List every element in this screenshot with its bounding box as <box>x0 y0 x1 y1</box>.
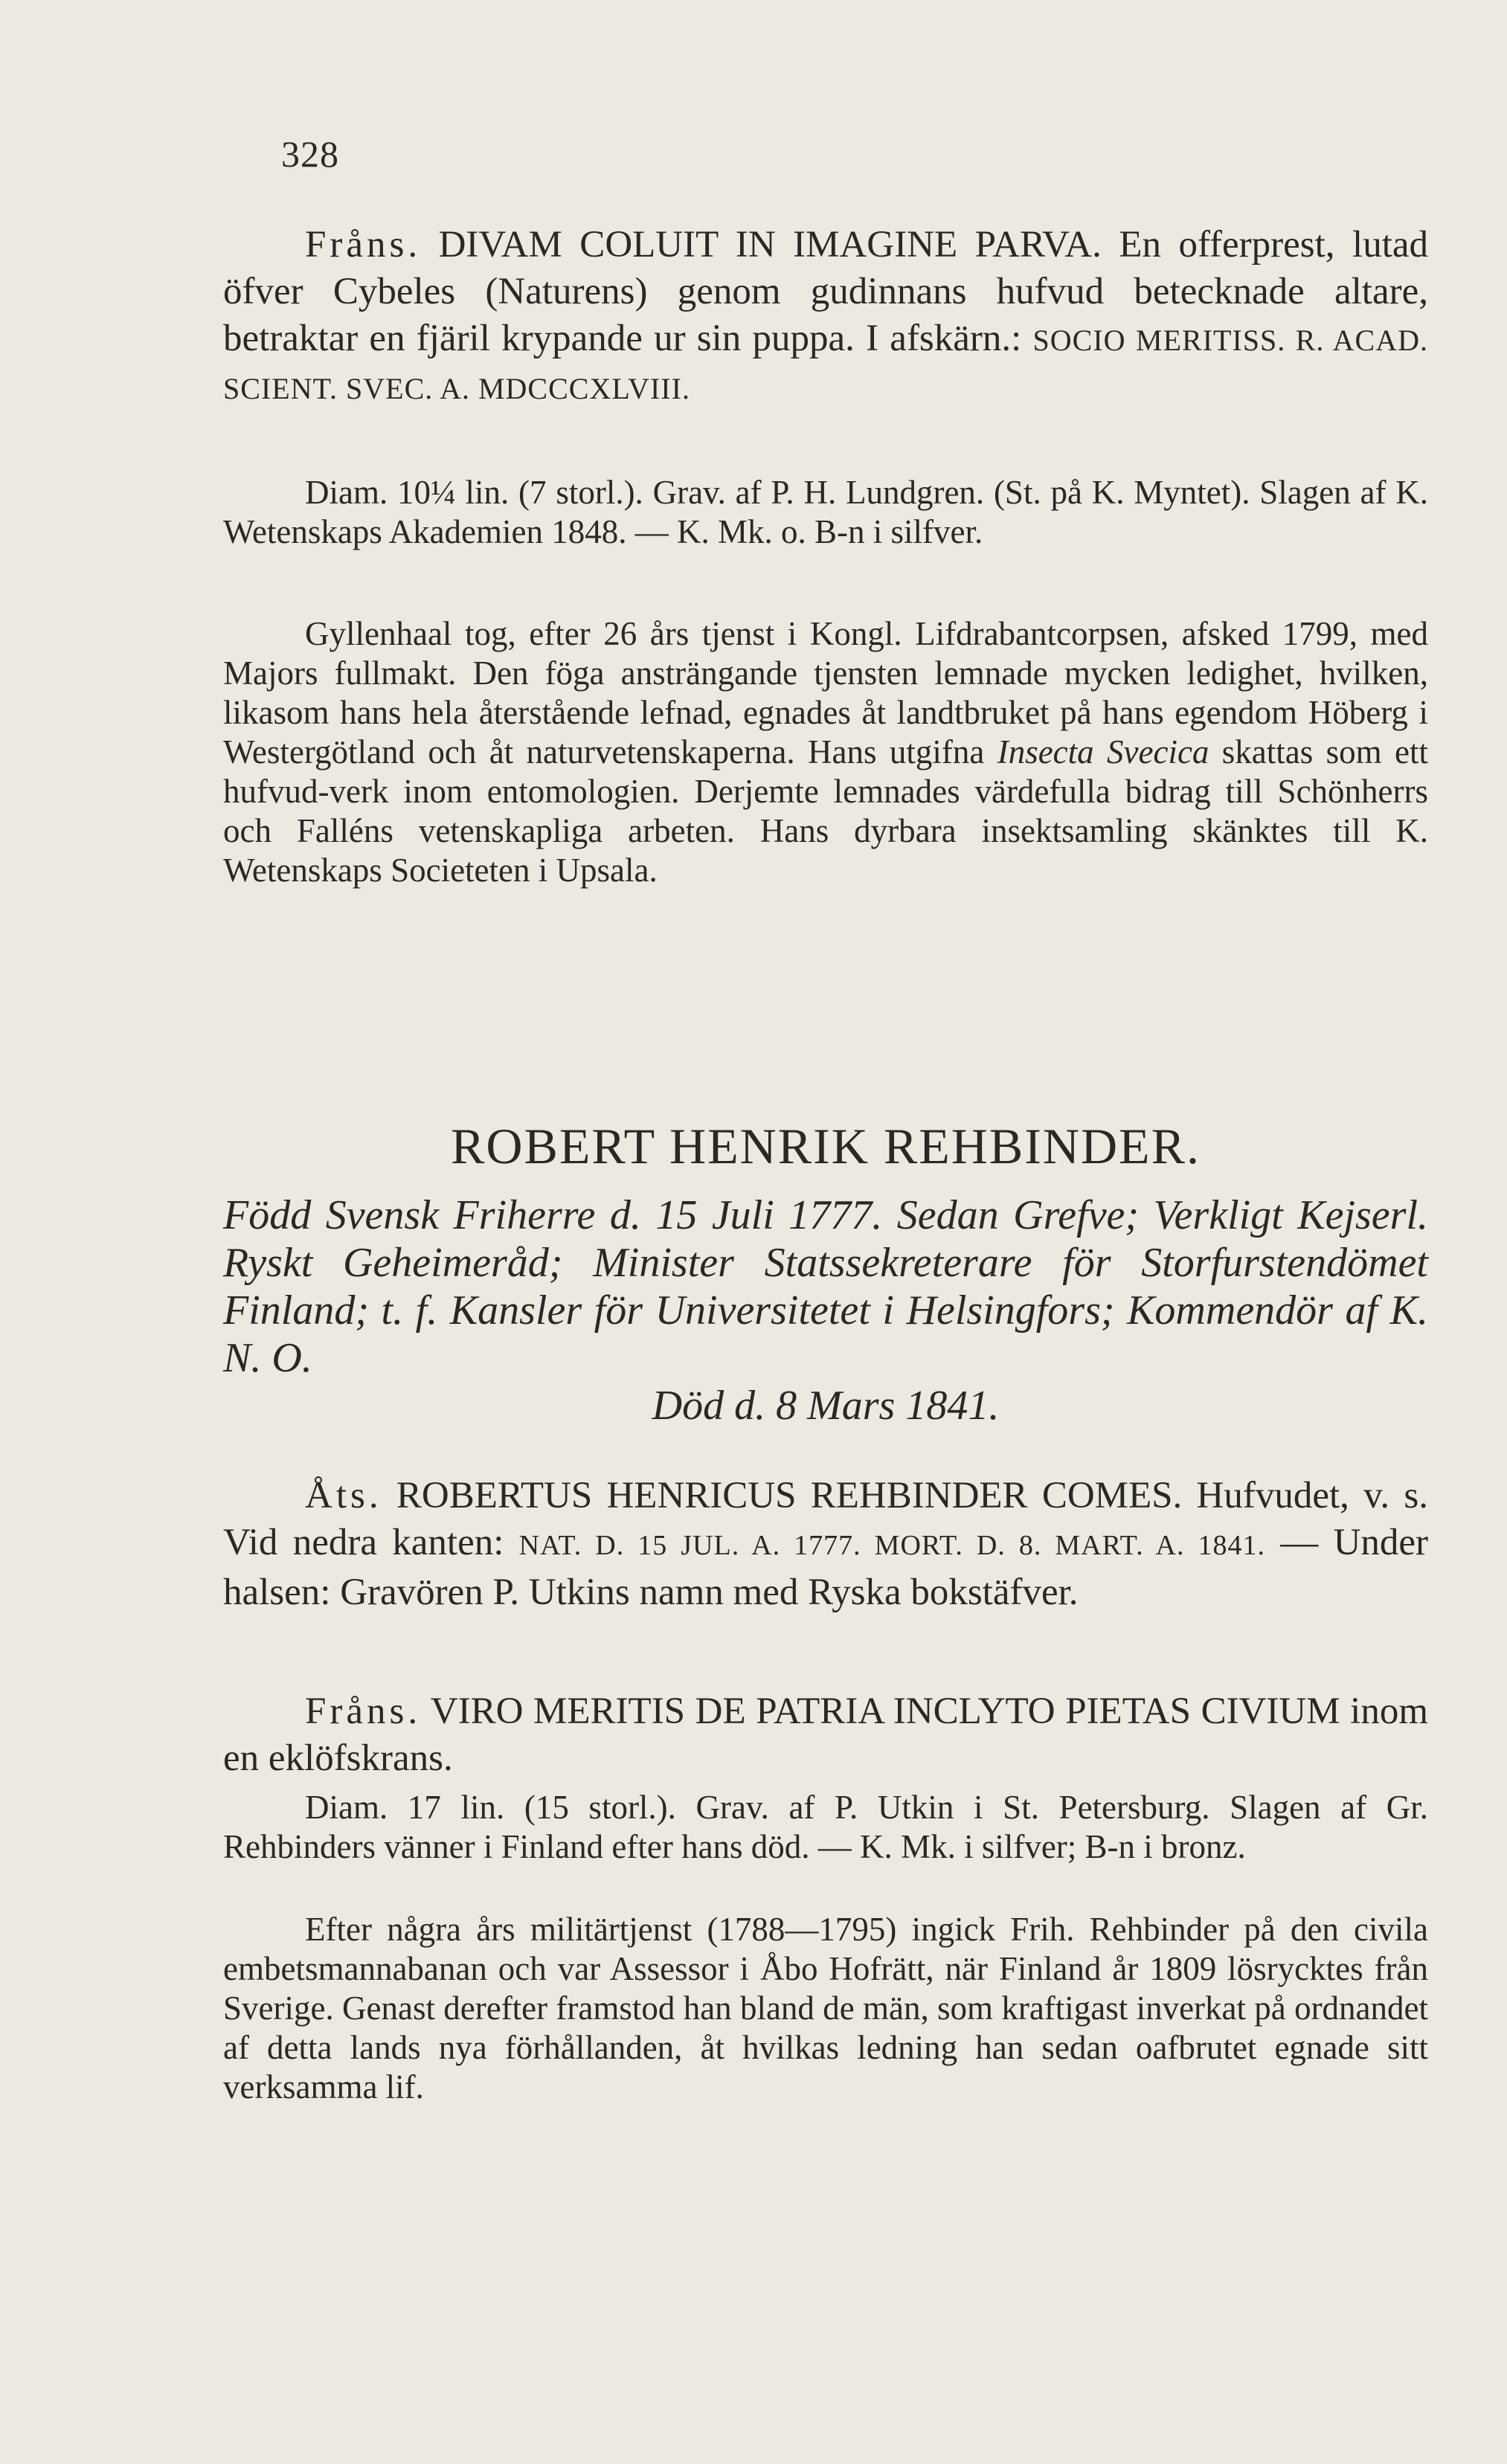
page-number: 328 <box>281 133 339 175</box>
medal1-exergue: SOCIO MERITISS. R. ACAD. SCIENT. SVEC. A. MDCCCXLVIII. <box>223 324 1429 405</box>
medal2-neck-text: — Under halsen: Gravören P. Utkins namn med Ryska bokstäfver. <box>223 1522 1429 1613</box>
medal2-reverse-text: VIRO MERITIS DE PATRIA INCLYTO PIETAS CIVIUM inom en eklöfskrans. <box>223 1691 1428 1779</box>
medal2-obverse-text: ROBERTUS HENRICUS REHBINDER COMES. Hufvudet, v. s. Vid nedra kanten: <box>223 1475 1428 1563</box>
section-heading: ROBERT HENRIK REHBINDER. <box>451 1118 1201 1174</box>
medal2-details: Diam. 17 lin. (15 storl.). Grav. af P. Utkin i St. Petersburg. Slagen af Gr. Rehbinders vänner i Finland efter hans död. — K. Mk. i silfver; B-n i bronz. <box>223 1789 1428 1865</box>
medal2-bio: Efter några års militärtjenst (1788—1795) ingick Frih. Rehbinder på den civila embetsmannabanan och var Assessor i Åbo Hofrätt, när Finland år 1809 lösrycktes från Sverige. Genast derefter framstod han bland de män, som kraftigast inverkat på ordnandet af detta lands nya förhållanden, åt hvilkas ledning han sedan oafbrutet egnade sitt verksamma lif. <box>223 1911 1428 2106</box>
section-bio <box>223 1191 1428 1429</box>
section-bio-main: Född Svensk Friherre d. 15 Juli 1777. Sedan Grefve; Verkligt Kejserl. Ryskt Geheimeråd; Minister Statssekreterare för Storfurstendömet Finland; t. f. Kansler för Universitetet i Helsingfors; Kommendör af K. N. O. <box>223 1192 1428 1381</box>
medal1-obverse-label: Fråns. <box>305 224 422 266</box>
medal1-details: Diam. 10¼ lin. (7 storl.). Grav. af P. H. Lundgren. (St. på K. Myntet). Slagen af K. Wetenskaps Akademien 1848. — K. Mk. o. B-n i silfver. <box>223 474 1428 550</box>
medal2-obverse-label: Åts. <box>305 1475 382 1516</box>
medal2-details-block <box>223 1788 1428 1867</box>
medal1-bio-block <box>223 614 1428 890</box>
medal2-bio-block <box>223 1910 1428 2107</box>
medal2-reverse-label: Fråns. <box>305 1691 422 1732</box>
medal1-bio <box>223 614 1428 890</box>
medal1-obverse-text: DIVAM COLUIT IN IMAGINE PARVA. En offerprest, lutad öfver Cybeles (Naturens) genom gudinnans hufvud betecknade altare, betraktar en fjäril krypande ur sin puppa. I afskärn.: <box>223 224 1428 359</box>
medal1-obverse <box>223 222 1428 412</box>
medal1-bio-italic: Insecta Svecica <box>997 733 1209 771</box>
medal2-edge-text: NAT. D. 15 JUL. A. 1777. MORT. D. 8. MART. A. 1841. <box>518 1530 1265 1561</box>
medal1-bio-part1: Gyllenhaal tog, efter 26 års tjenst i Kongl. Lifdrabantcorpsen, afsked 1799, med Majors fullmakt. Den föga ansträngande tjensten lemnade mycken ledighet, hvilken, likasom hans hela återstående lefnad, egnades åt landtbruket på hans egendom Höberg i Westergötland och åt naturvetenskaperna. Hans utgifna <box>223 615 1428 771</box>
medal2-reverse <box>223 1688 1428 1782</box>
section-bio-death: Död d. 8 Mars 1841. <box>652 1383 1000 1429</box>
medal1-bio-part2: skattas som ett hufvud-verk inom entomologien. Derjemte lemnades värdefulla bidrag till Schönherrs och Falléns vetenskapliga arbeten. Hans dyrbara insektsamling skänktes till K. Wetenskaps Societeten i Upsala. <box>223 733 1429 889</box>
medal1-details-block <box>223 473 1428 552</box>
medal2-obverse <box>223 1473 1428 1616</box>
